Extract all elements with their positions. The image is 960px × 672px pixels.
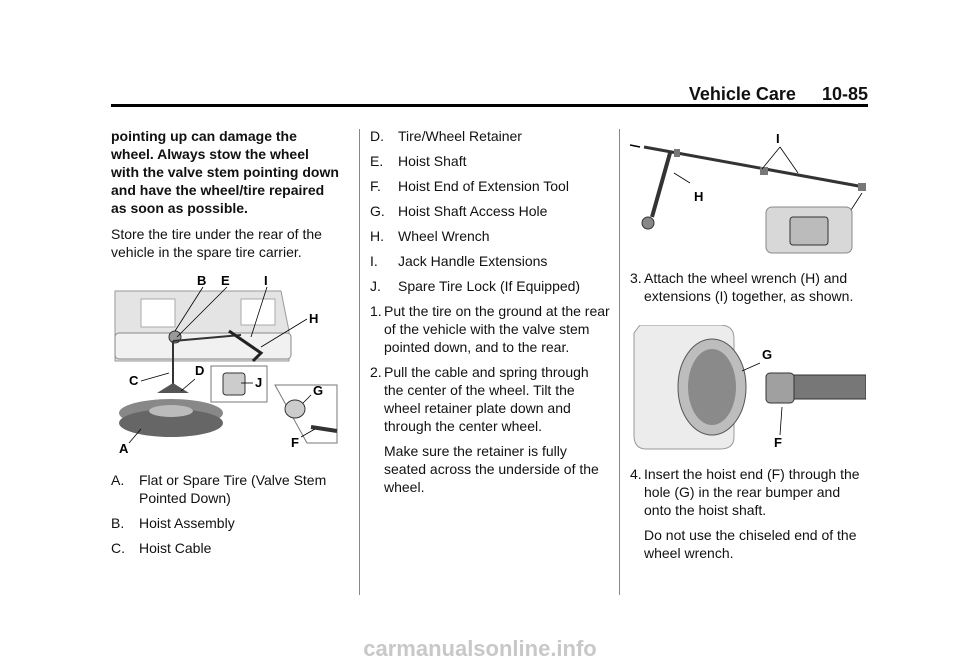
hoist-end-figure xyxy=(630,325,866,451)
fig-label-i: I xyxy=(264,273,268,288)
legend-item: I. Jack Handle Extensions xyxy=(370,253,548,269)
column-divider-1 xyxy=(359,129,360,595)
fig-label-a: A xyxy=(119,441,129,456)
fig-label-h: H xyxy=(694,189,704,204)
legend-item: E. Hoist Shaft xyxy=(370,153,467,169)
legend-item: J. Spare Tire Lock (If Equipped) xyxy=(370,278,581,294)
fig-label-c: C xyxy=(129,373,139,388)
fig-label-g: G xyxy=(313,383,324,398)
watermark: carmanualsonline.info xyxy=(363,636,597,661)
legend-item: D. Tire/Wheel Retainer xyxy=(370,128,522,144)
warning-text: pointing up can damage the wheel. Always stow the wheel with the valve stem pointing down and have the wheel/tire repaired as soon as possible. xyxy=(111,128,339,216)
fig-label-e: E xyxy=(221,273,230,288)
fig-label-g: G xyxy=(762,347,773,362)
fig-label-h: H xyxy=(309,311,319,326)
legend-item: C. Hoist Cable xyxy=(111,540,212,556)
legend-item: G. Hoist Shaft Access Hole xyxy=(370,203,548,219)
column-2 xyxy=(370,127,610,503)
legend-item: F. Hoist End of Extension Tool xyxy=(370,178,569,194)
step-4: 4. Insert the hoist end (F) through the hole (G) in the rear bumper and onto the hoist shaft. xyxy=(630,466,860,518)
fig-label-b: B xyxy=(197,273,207,288)
legend-item: A. Flat or Spare Tire (Valve Stem Pointed Down) xyxy=(111,472,327,506)
header-rule xyxy=(111,104,868,107)
step-1: 1. Put the tire on the ground at the rear of the vehicle with the valve stem pointed down, and to the rear. xyxy=(370,303,610,355)
wrench-extensions-figure xyxy=(630,127,866,255)
fig-label-f: F xyxy=(291,435,299,450)
column-1 xyxy=(111,127,339,564)
fig-label-f: F xyxy=(774,435,782,450)
intro-text: Store the tire under the rear of the vehicle in the spare tire carrier. xyxy=(111,226,322,260)
section-title: Vehicle Care xyxy=(688,84,796,104)
fig-label-j: J xyxy=(255,375,263,390)
step-4-note: Do not use the chiseled end of the wheel wrench. xyxy=(644,527,857,561)
page-header xyxy=(0,84,868,105)
step-2: 2. Pull the cable and spring through the center of the wheel. Tilt the wheel retainer plate down and through the center wheel. xyxy=(370,364,589,434)
column-3 xyxy=(630,127,870,569)
legend-item: H. Wheel Wrench xyxy=(370,228,490,244)
fig-label-d: D xyxy=(195,363,205,378)
legend-item: B. Hoist Assembly xyxy=(111,515,235,531)
spare-tire-figure xyxy=(111,271,341,461)
column-divider-2 xyxy=(619,129,620,595)
step-3: 3. Attach the wheel wrench (H) and extensions (I) together, as shown. xyxy=(630,270,854,304)
step-2-note: Make sure the retainer is fully seated across the underside of the wheel. xyxy=(384,443,599,495)
fig-label-i: I xyxy=(776,131,780,146)
page-number: 10-85 xyxy=(821,84,868,104)
